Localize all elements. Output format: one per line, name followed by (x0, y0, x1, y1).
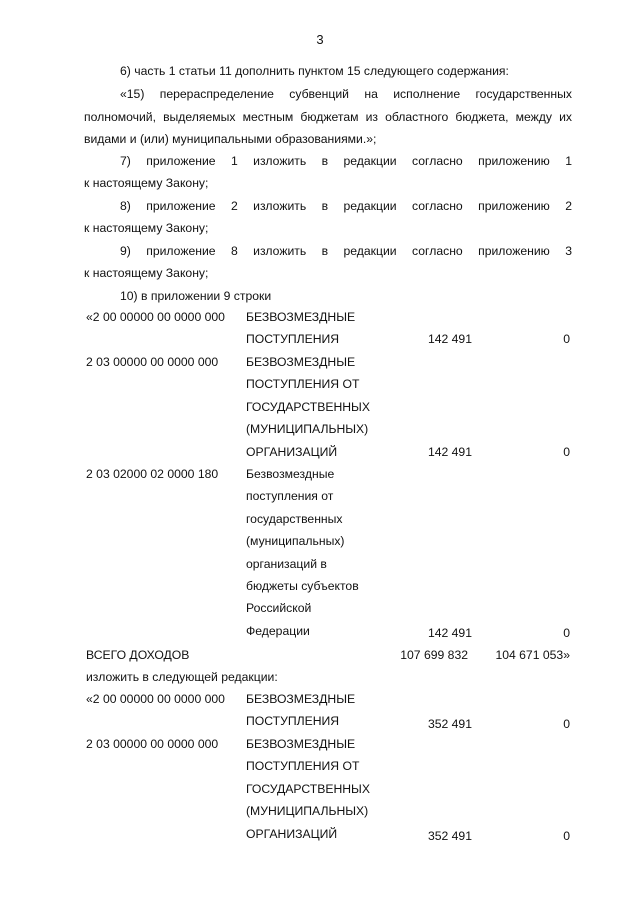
row-name-line: БЕЗВОЗМЕЗДНЫЕ (246, 355, 356, 369)
row-name-line: ПОСТУПЛЕНИЯ (246, 714, 340, 729)
item-10: 10) в приложении 9 строки (120, 289, 272, 303)
item-7-cont: к настоящему Закону; (84, 176, 209, 190)
row-amount-2: 0 (563, 717, 570, 731)
row-name-line: ОРГАНИЗАЦИЙ (246, 826, 338, 841)
row-name-line: БЕЗВОЗМЕЗДНЫЕ (246, 737, 356, 751)
table-row (0, 467, 640, 640)
total-label: ВСЕГО ДОХОДОВ (86, 648, 190, 662)
item-6: 6) часть 1 статьи 11 дополнить пунктом 15 следующего содержания: (120, 64, 509, 78)
row-amount-1: 142 491 (427, 332, 472, 346)
total-row (0, 648, 640, 670)
row-name-line: Российской (246, 601, 312, 616)
item-8-cont: к настоящему Закону; (84, 221, 209, 235)
item-6-quote: «15) перераспределение субвенций на исполнение государственных полномочий, выделяемых местным бюджетам из областного бюджета, между их видами и (или) муниципальными образованиями.»; (84, 87, 572, 146)
row-name (246, 737, 396, 849)
row-code: «2 00 00000 00 0000 000 (86, 310, 225, 324)
row-name-line: БЕЗВОЗМЕЗДНЫЕ (246, 310, 356, 324)
row-amount-2: 0 (563, 445, 570, 459)
total-amount-2: 104 671 053» (495, 648, 570, 662)
table-row (0, 355, 640, 459)
row-code: 2 03 00000 00 0000 000 (86, 737, 219, 751)
row-amount-1: 142 491 (427, 626, 472, 640)
row-name-line: ПОСТУПЛЕНИЯ ОТ (246, 377, 360, 392)
table-row (0, 310, 640, 347)
row-code: «2 00 00000 00 0000 000 (86, 692, 225, 706)
row-amount-2: 0 (563, 626, 570, 640)
row-name-line: ОРГАНИЗАЦИЙ (246, 444, 338, 459)
row-amount-2: 0 (563, 829, 570, 843)
row-code: 2 03 00000 00 0000 000 (86, 355, 219, 369)
row-name-line: государственных (246, 511, 343, 526)
total-amount-1: 107 699 832 (400, 648, 468, 662)
item-9: 9) приложение 8 изложить в редакции согласно приложению 3 (120, 244, 572, 258)
row-name-line: Федерации (246, 623, 310, 638)
row-name-line: бюджеты субъектов (246, 578, 359, 593)
row-name-line: (МУНИЦИПАЛЬНЫХ) (246, 804, 369, 819)
row-name-line: организаций в (246, 556, 327, 571)
item-8: 8) приложение 2 изложить в редакции согласно приложению 2 (120, 199, 572, 213)
row-name-line: Безвозмездные (246, 467, 335, 481)
row-name (246, 355, 396, 467)
row-name-line: ПОСТУПЛЕНИЯ (246, 332, 340, 347)
row-name-line: ПОСТУПЛЕНИЯ ОТ (246, 759, 360, 774)
row-name (246, 692, 396, 737)
table-row (0, 737, 640, 843)
row-name-line: (муниципальных) (246, 534, 345, 549)
row-name-line: ГОСУДАРСТВЕННЫХ (246, 399, 370, 414)
row-name-line: ГОСУДАРСТВЕННЫХ (246, 781, 370, 796)
replace-note: изложить в следующей редакции: (86, 670, 278, 684)
page-number: 3 (316, 32, 324, 47)
row-name (246, 310, 396, 355)
row-code: 2 03 02000 02 0000 180 (86, 467, 219, 481)
row-amount-1: 352 491 (427, 829, 472, 843)
item-9-cont: к настоящему Закону; (84, 266, 209, 280)
row-name-line: поступления от (246, 489, 334, 504)
item-7: 7) приложение 1 изложить в редакции согласно приложению 1 (120, 154, 572, 168)
row-amount-1: 352 491 (427, 717, 472, 731)
row-amount-2: 0 (563, 332, 570, 346)
row-amount-1: 142 491 (427, 445, 472, 459)
row-name (246, 467, 396, 646)
table-row (0, 692, 640, 731)
row-name-line: БЕЗВОЗМЕЗДНЫЕ (246, 692, 356, 706)
row-name-line: (МУНИЦИПАЛЬНЫХ) (246, 422, 369, 437)
